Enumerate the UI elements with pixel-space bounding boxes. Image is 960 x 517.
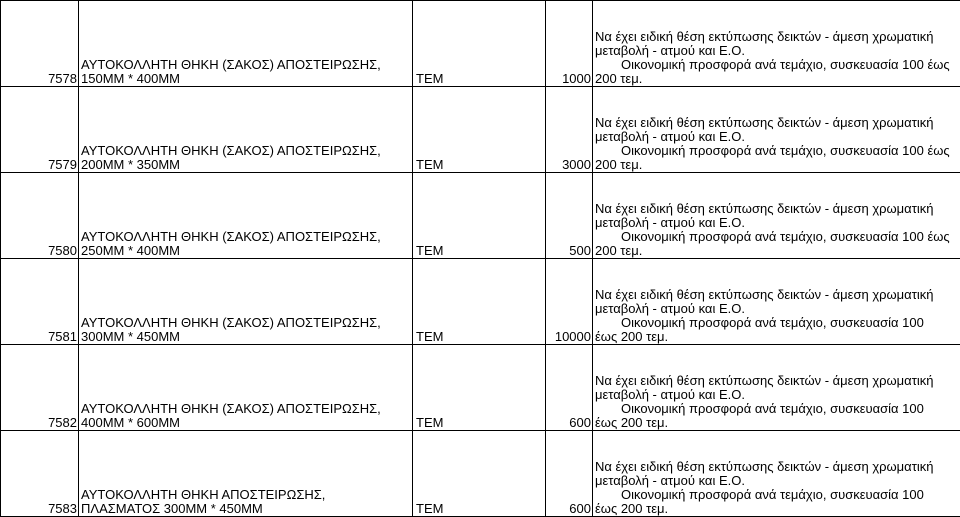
item-code: 7582 [1, 345, 79, 431]
item-description [79, 173, 413, 259]
item-description-line: 250ΜΜ * 400ΜΜ [81, 244, 410, 258]
item-specification-line: μεταβολή - ατμού και Ε.Ο. [595, 302, 958, 316]
item-unit: ΤΕΜ [413, 87, 546, 173]
item-description-line: ΑΥΤΟΚΟΛΛΗΤΗ ΘΗΚΗ (ΣΑΚΟΣ) ΑΠΟΣΤΕΙΡΩΣΗΣ, [81, 144, 410, 158]
table-row [1, 345, 960, 431]
item-description-line: ΑΥΤΟΚΟΛΛΗΤΗ ΘΗΚΗ ΑΠΟΣΤΕΙΡΩΣΗΣ, [81, 488, 410, 502]
item-quantity: 500 [546, 173, 593, 259]
item-specification [593, 1, 960, 87]
item-description [79, 1, 413, 87]
table-row [1, 259, 960, 345]
item-code: 7579 [1, 87, 79, 173]
item-quantity: 1000 [546, 1, 593, 87]
item-specification [593, 431, 960, 517]
item-description-line: ΠΛΑΣΜΑΤΟΣ 300ΜΜ * 450ΜΜ [81, 502, 410, 516]
item-specification-line: Να έχει ειδική θέση εκτύπωσης δεικτών - άμεση χρωματική [595, 116, 958, 130]
item-description-line: 200ΜΜ * 350ΜΜ [81, 158, 410, 172]
item-description [79, 259, 413, 345]
item-specification-line: μεταβολή - ατμού και Ε.Ο. [595, 388, 958, 402]
item-description-line: ΑΥΤΟΚΟΛΛΗΤΗ ΘΗΚΗ (ΣΑΚΟΣ) ΑΠΟΣΤΕΙΡΩΣΗΣ, [81, 58, 410, 72]
item-quantity: 600 [546, 345, 593, 431]
item-specification-line: μεταβολή - ατμού και Ε.Ο. [595, 130, 958, 144]
item-specification-line: Να έχει ειδική θέση εκτύπωσης δεικτών - άμεση χρωματική [595, 374, 958, 388]
item-specification-line: Να έχει ειδική θέση εκτύπωσης δεικτών - άμεση χρωματική [595, 288, 958, 302]
item-specification [593, 345, 960, 431]
table-row [1, 87, 960, 173]
item-description [79, 345, 413, 431]
item-specification-line: Να έχει ειδική θέση εκτύπωσης δεικτών - άμεση χρωματική [595, 460, 958, 474]
item-specification-line: Οικονομική προσφορά ανά τεμάχιο, συσκευασία 100 [595, 488, 958, 502]
item-specification-line: 200 τεμ. [595, 158, 958, 172]
item-specification [593, 259, 960, 345]
item-specification-line: μεταβολή - ατμού και Ε.Ο. [595, 44, 958, 58]
item-description-line: ΑΥΤΟΚΟΛΛΗΤΗ ΘΗΚΗ (ΣΑΚΟΣ) ΑΠΟΣΤΕΙΡΩΣΗΣ, [81, 402, 410, 416]
item-specification-line: Οικονομική προσφορά ανά τεμάχιο, συσκευασία 100 [595, 402, 958, 416]
item-unit: ΤΕΜ [413, 345, 546, 431]
item-code: 7578 [1, 1, 79, 87]
item-unit: ΤΕΜ [413, 431, 546, 517]
item-description [79, 87, 413, 173]
item-quantity: 3000 [546, 87, 593, 173]
item-specification-line: 200 τεμ. [595, 244, 958, 258]
item-specification-line: Οικονομική προσφορά ανά τεμάχιο, συσκευασία 100 έως [595, 144, 958, 158]
item-description-line: 150ΜΜ * 400ΜΜ [81, 72, 410, 86]
item-unit: ΤΕΜ [413, 1, 546, 87]
item-specification-line: Οικονομική προσφορά ανά τεμάχιο, συσκευασία 100 [595, 316, 958, 330]
item-unit: ΤΕΜ [413, 259, 546, 345]
item-specification-line: έως 200 τεμ. [595, 330, 958, 344]
item-description-line: ΑΥΤΟΚΟΛΛΗΤΗ ΘΗΚΗ (ΣΑΚΟΣ) ΑΠΟΣΤΕΙΡΩΣΗΣ, [81, 316, 410, 330]
item-description-line: ΑΥΤΟΚΟΛΛΗΤΗ ΘΗΚΗ (ΣΑΚΟΣ) ΑΠΟΣΤΕΙΡΩΣΗΣ, [81, 230, 410, 244]
item-description [79, 431, 413, 517]
item-specification-line: έως 200 τεμ. [595, 416, 958, 430]
item-specification-line: έως 200 τεμ. [595, 502, 958, 516]
item-specification-line: μεταβολή - ατμού και Ε.Ο. [595, 474, 958, 488]
item-specification-line: Οικονομική προσφορά ανά τεμάχιο, συσκευασία 100 έως [595, 230, 958, 244]
item-specification-line: Να έχει ειδική θέση εκτύπωσης δεικτών - άμεση χρωματική [595, 202, 958, 216]
item-unit: ΤΕΜ [413, 173, 546, 259]
item-code: 7583 [1, 431, 79, 517]
item-specification [593, 173, 960, 259]
table-row [1, 173, 960, 259]
item-description-line: 300ΜΜ * 450ΜΜ [81, 330, 410, 344]
table-row [1, 1, 960, 87]
item-specification-line: 200 τεμ. [595, 72, 958, 86]
item-code: 7581 [1, 259, 79, 345]
item-specification-line: Να έχει ειδική θέση εκτύπωσης δεικτών - άμεση χρωματική [595, 30, 958, 44]
table-row [1, 431, 960, 517]
item-specification-line: Οικονομική προσφορά ανά τεμάχιο, συσκευασία 100 έως [595, 58, 958, 72]
item-quantity: 10000 [546, 259, 593, 345]
item-specification-line: μεταβολή - ατμού και Ε.Ο. [595, 216, 958, 230]
items-table-body [1, 1, 960, 517]
item-quantity: 600 [546, 431, 593, 517]
item-code: 7580 [1, 173, 79, 259]
item-specification [593, 87, 960, 173]
item-description-line: 400ΜΜ * 600ΜΜ [81, 416, 410, 430]
